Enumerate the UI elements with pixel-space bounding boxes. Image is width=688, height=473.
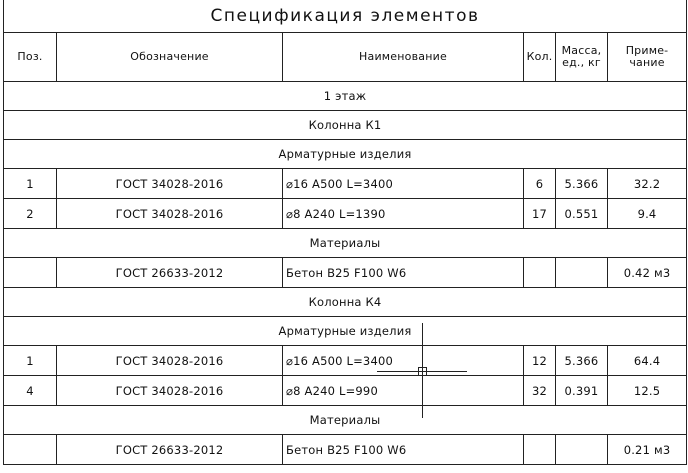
rebar-section-label: Арматурные изделия xyxy=(4,317,687,346)
table-title-row xyxy=(4,0,687,33)
cell-note: 12.5 xyxy=(608,376,687,406)
cell-designation: ГОСТ 34028-2016 xyxy=(57,199,283,229)
cell-mass: 5.366 xyxy=(556,169,608,199)
cell-note: 0.21 м3 xyxy=(608,435,687,465)
cell-qty: 17 xyxy=(524,199,556,229)
cell-mass: 0.391 xyxy=(556,376,608,406)
cell-qty: 6 xyxy=(524,169,556,199)
cell-note: 32.2 xyxy=(608,169,687,199)
header-mass: Масса, ед., кг xyxy=(556,33,608,82)
cell-name: ⌀16 A500 L=3400 xyxy=(283,346,524,376)
table-row[interactable] xyxy=(4,346,687,376)
cell-mass: 5.366 xyxy=(556,346,608,376)
header-note: Приме- чание xyxy=(608,33,687,82)
cell-designation: ГОСТ 34028-2016 xyxy=(57,169,283,199)
cell-name: ⌀8 A240 L=990 xyxy=(283,376,524,406)
cell-designation: ГОСТ 26633-2012 xyxy=(57,258,283,288)
table-row[interactable] xyxy=(4,199,687,229)
cell-mass: 0.551 xyxy=(556,199,608,229)
section-row xyxy=(4,229,687,258)
header-designation: Обозначение xyxy=(57,33,283,82)
rebar-section-label: Арматурные изделия xyxy=(4,140,687,169)
cell-qty: 32 xyxy=(524,376,556,406)
column-label: Колонна К4 xyxy=(4,288,687,317)
cell-pos: 4 xyxy=(4,376,57,406)
cell-qty: 12 xyxy=(524,346,556,376)
cell-name: Бетон B25 F100 W6 xyxy=(283,435,524,465)
column-label: Колонна К1 xyxy=(4,111,687,140)
section-row xyxy=(4,288,687,317)
cell-pos: 2 xyxy=(4,199,57,229)
cell-note: 64.4 xyxy=(608,346,687,376)
cell-qty xyxy=(524,435,556,465)
cell-mass xyxy=(556,258,608,288)
table-row[interactable] xyxy=(4,376,687,406)
floor-label: 1 этаж xyxy=(4,82,687,111)
cell-name: ⌀8 A240 L=1390 xyxy=(283,199,524,229)
materials-section-label: Материалы xyxy=(4,406,687,435)
cell-designation: ГОСТ 34028-2016 xyxy=(57,346,283,376)
specification-table xyxy=(3,0,687,465)
section-row xyxy=(4,317,687,346)
cell-name: Бетон B25 F100 W6 xyxy=(283,258,524,288)
table-row[interactable] xyxy=(4,258,687,288)
cell-pos xyxy=(4,258,57,288)
cell-qty xyxy=(524,258,556,288)
cell-note: 0.42 м3 xyxy=(608,258,687,288)
table-title: Спецификация элементов xyxy=(4,0,687,33)
section-row xyxy=(4,111,687,140)
table-row[interactable] xyxy=(4,169,687,199)
cell-note: 9.4 xyxy=(608,199,687,229)
cell-pos xyxy=(4,435,57,465)
header-name: Наименование xyxy=(283,33,524,82)
section-row xyxy=(4,82,687,111)
materials-section-label: Материалы xyxy=(4,229,687,258)
cell-designation: ГОСТ 34028-2016 xyxy=(57,376,283,406)
cell-pos: 1 xyxy=(4,346,57,376)
cell-name: ⌀16 A500 L=3400 xyxy=(283,169,524,199)
section-row xyxy=(4,406,687,435)
crosshair-cursor-pickbox xyxy=(418,367,427,376)
table-row[interactable] xyxy=(4,435,687,465)
header-pos: Поз. xyxy=(4,33,57,82)
header-qty: Кол. xyxy=(524,33,556,82)
cell-designation: ГОСТ 26633-2012 xyxy=(57,435,283,465)
cell-mass xyxy=(556,435,608,465)
header-row xyxy=(4,33,687,82)
section-row xyxy=(4,140,687,169)
cell-pos: 1 xyxy=(4,169,57,199)
